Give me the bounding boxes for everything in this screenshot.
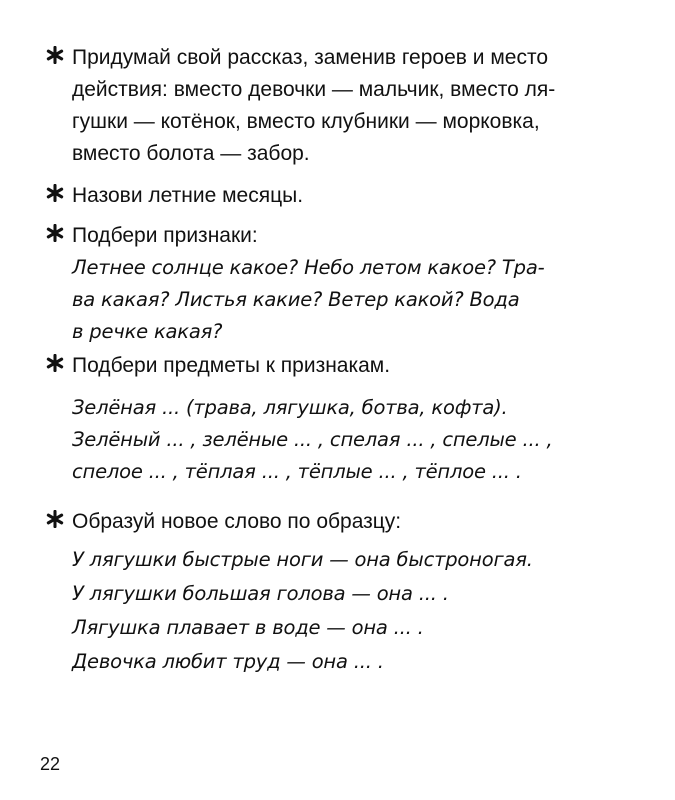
task-1-line-2: действия: вместо девочки — мальчик, вместо ля- — [72, 78, 556, 101]
asterisk-star-icon — [46, 46, 64, 64]
task-3-italic-line-3: в речке какая? — [72, 320, 223, 343]
task-1-line-1: Придумай свой рассказ, заменив героев и место — [72, 46, 549, 69]
task-2-line-1: Назови летние месяцы. — [72, 184, 304, 207]
asterisk-star-icon — [46, 510, 64, 528]
task-4-italic-line-2: Зелёный ... , зелёные ... , спелая ... , спелые ... , — [72, 428, 553, 451]
task-4-italic-line-3: спелое ... , тёплая ... , тёплые ... , тёплое ... . — [72, 460, 522, 483]
task-1-line-3: гушки — котёнок, вместо клубники — морковка, — [72, 110, 540, 133]
task-3-heading: Подбери признаки: — [72, 224, 258, 247]
page-number: 22 — [40, 754, 61, 774]
asterisk-star-icon — [46, 354, 64, 372]
task-1-line-4: вместо болота — забор. — [72, 142, 310, 165]
asterisk-star-icon — [46, 224, 64, 242]
task-5-italic-line-2: У лягушки большая голова — она ... . — [72, 582, 449, 605]
task-4-heading: Подбери предметы к признакам. — [72, 354, 391, 377]
task-3-italic-line-1: Летнее солнце какое? Небо летом какое? Тра- — [72, 256, 545, 279]
task-4-italic-line-1: Зелёная ... (трава, лягушка, ботва, кофта). — [72, 396, 508, 419]
task-5-heading: Образуй новое слово по образцу: — [72, 510, 402, 533]
task-3-italic-line-2: ва какая? Листья какие? Ветер какой? Вода — [72, 288, 520, 311]
task-5-italic-line-3: Лягушка плавает в воде — она ... . — [72, 616, 424, 639]
asterisk-star-icon — [46, 184, 64, 202]
task-5-italic-line-4: Девочка любит труд — она ... . — [72, 650, 384, 673]
task-5-italic-line-1: У лягушки быстрые ноги — она быстроногая. — [72, 548, 533, 571]
